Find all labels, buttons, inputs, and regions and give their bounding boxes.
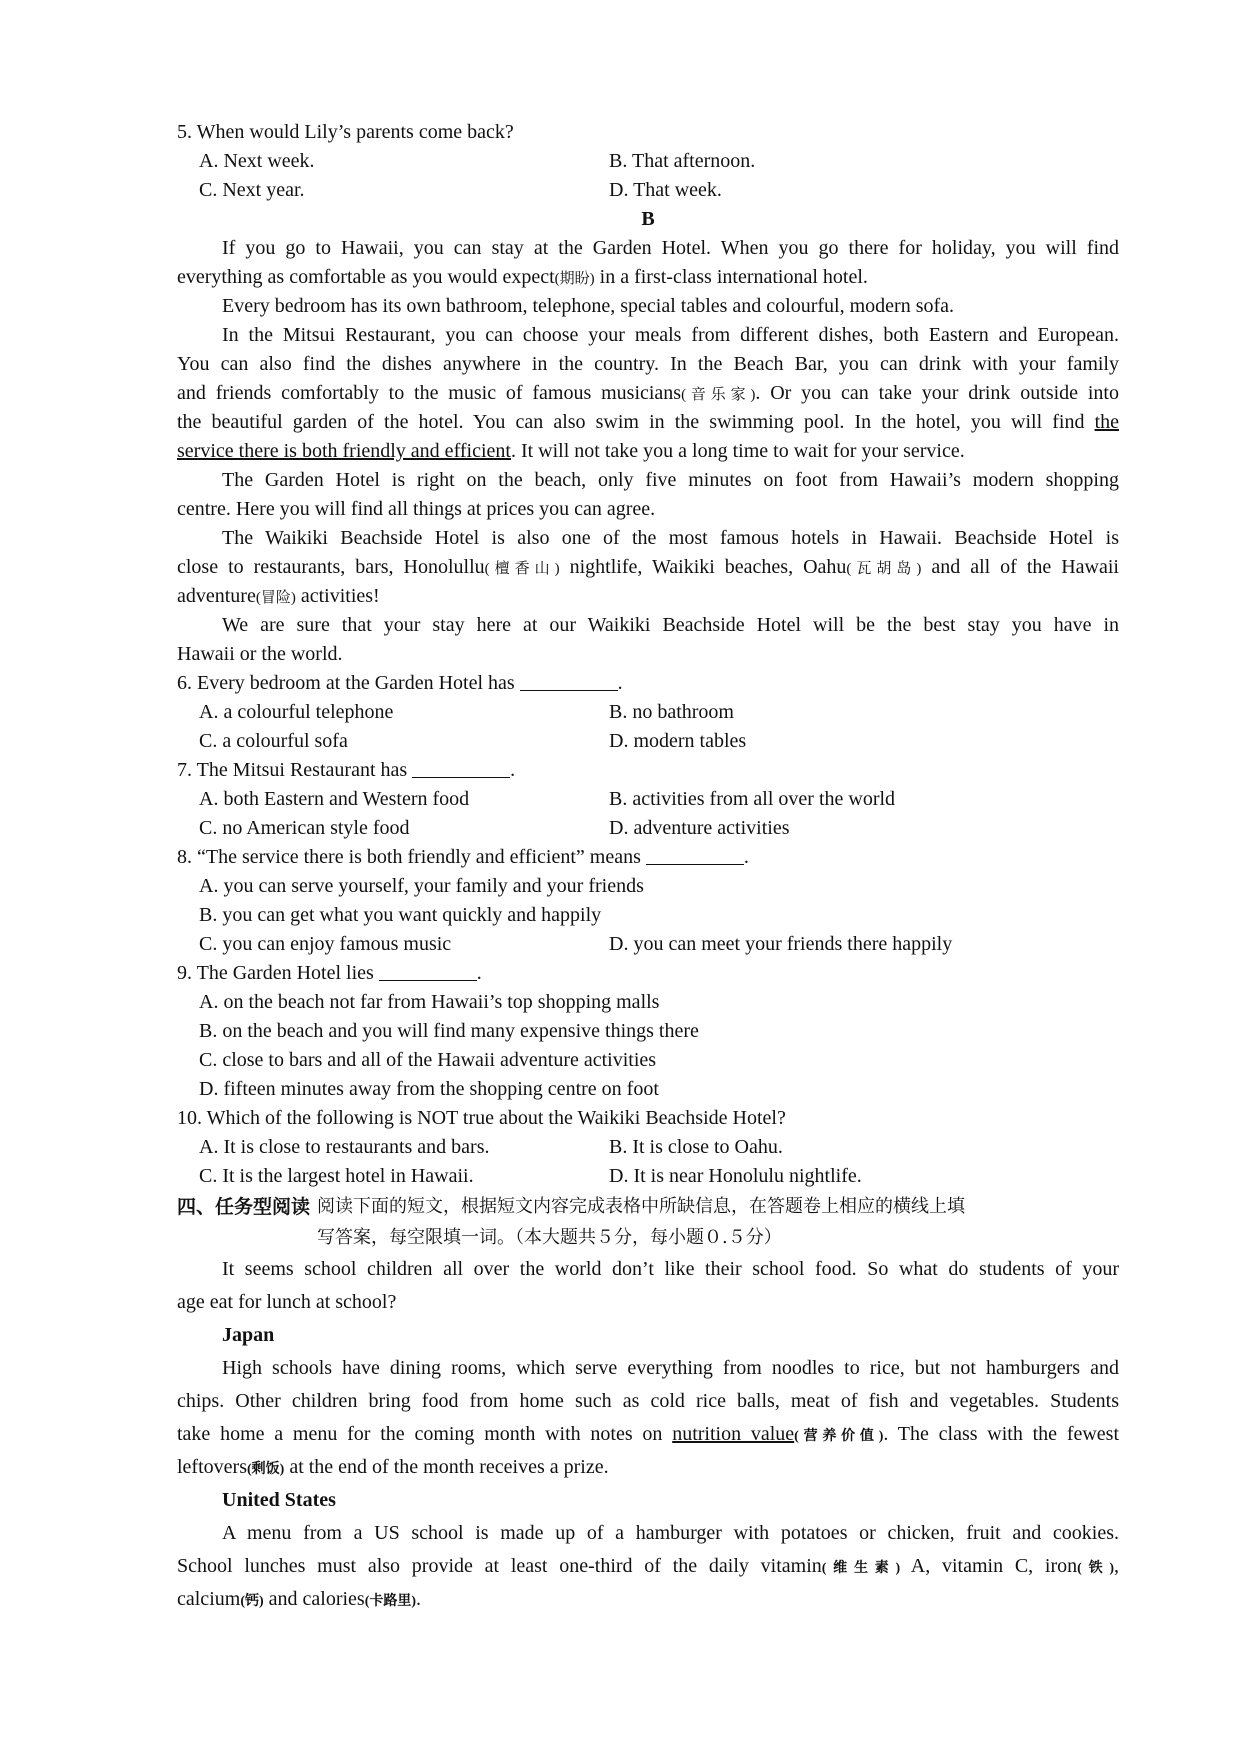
passage-line: leftovers(剩饭) at the end of the month receives a prize. <box>177 1456 609 1478</box>
passage-line: the beautiful garden of the hotel. You can also swim in the swimming pool. In the hotel, you will find the <box>177 411 1119 433</box>
option-b: B. no bathroom <box>609 701 734 723</box>
question-6-options-row1 <box>177 698 1119 727</box>
option-c: C. a colourful sofa <box>199 730 348 752</box>
passage-line: centre. Here you will find all things at prices you can agree. <box>177 498 656 520</box>
option-b: B. That afternoon. <box>609 150 756 172</box>
option-d: D. It is near Honolulu nightlife. <box>609 1165 862 1187</box>
passage-line: age eat for lunch at school? <box>177 1291 397 1313</box>
option-c: C. close to bars and all of the Hawaii adventure activities <box>199 1049 657 1071</box>
passage-line: Every bedroom has its own bathroom, telephone, special tables and colourful, modern sofa. <box>222 295 955 317</box>
section-instructions-row2: 写答案，每空限填一词。（本大题共５分，每小题０.５分） <box>317 1227 782 1248</box>
passage-line: Hawaii or the world. <box>177 643 343 665</box>
option-d: D. adventure activities <box>609 817 790 839</box>
passage-line: chips. Other children bring food from home such as cold rice balls, meat of fish and vegetables. Students <box>177 1390 1119 1412</box>
passage-line: You can also find the dishes anywhere in the country. In the Beach Bar, you can drink with your family <box>177 353 1119 375</box>
question-8-stem: 8. “The service there is both friendly and efficient” means . <box>177 846 749 868</box>
option-b: B. It is close to Oahu. <box>609 1136 783 1158</box>
section-b-title: B <box>641 208 655 230</box>
subheading-united-states: United States <box>222 1489 336 1511</box>
option-d: D. That week. <box>609 179 722 201</box>
passage-line: service there is both friendly and efficient. It will not take you a long time to wait for your service. <box>177 440 965 462</box>
question-5-options-row1 <box>177 147 1119 176</box>
option-c: C. Next year. <box>199 179 305 201</box>
option-b: B. you can get what you want quickly and happily <box>199 904 602 926</box>
subheading-japan: Japan <box>222 1324 275 1346</box>
question-7-options-row2 <box>177 814 1119 843</box>
option-a: A. It is close to restaurants and bars. <box>199 1136 490 1158</box>
answer-blank <box>379 962 477 981</box>
question-6-options-row2 <box>177 727 1119 756</box>
exam-page <box>177 118 1119 1616</box>
passage-line: If you go to Hawaii, you can stay at the Garden Hotel. When you go there for holiday, you will find <box>222 237 1119 259</box>
option-a: A. both Eastern and Western food <box>199 788 470 810</box>
passage-line: The Garden Hotel is right on the beach, only five minutes on foot from Hawaii’s modern shopping <box>222 469 1119 491</box>
answer-blank <box>520 672 618 691</box>
section-heading: 四、任务型阅读 <box>177 1196 311 1218</box>
question-7-options-row1 <box>177 785 1119 814</box>
option-c: C. It is the largest hotel in Hawaii. <box>199 1165 474 1187</box>
section-heading-row <box>177 1191 1119 1223</box>
question-9-stem: 9. The Garden Hotel lies . <box>177 962 482 984</box>
option-a: A. on the beach not far from Hawaii’s top shopping malls <box>199 991 660 1013</box>
passage-line: High schools have dining rooms, which serve everything from noodles to rice, but not hamburgers and <box>222 1357 1119 1379</box>
question-6-stem: 6. Every bedroom at the Garden Hotel has . <box>177 672 623 694</box>
question-7-stem: 7. The Mitsui Restaurant has . <box>177 759 516 781</box>
option-b: B. activities from all over the world <box>609 788 896 810</box>
passage-line: It seems school children all over the world don’t like their school food. So what do students of your <box>222 1258 1119 1280</box>
passage-line: In the Mitsui Restaurant, you can choose your meals from different dishes, both Eastern and European. <box>222 324 1119 346</box>
question-10-stem: 10. Which of the following is NOT true about the Waikiki Beachside Hotel? <box>177 1107 786 1129</box>
option-c: C. no American style food <box>199 817 410 839</box>
passage-line: adventure(冒险) activities! <box>177 585 380 607</box>
question-5-stem: 5. When would Lily’s parents come back? <box>177 121 514 143</box>
section-instructions: 阅读下面的短文，根据短文内容完成表格中所缺信息，在答题卷上相应的横线上填 <box>317 1196 965 1217</box>
question-5-options-row2 <box>177 176 1119 205</box>
option-a: A. Next week. <box>199 150 315 172</box>
passage-line: close to restaurants, bars, Honolullu(檀香山) nightlife, Waikiki beaches, Oahu(瓦胡岛) and all of the Hawaii <box>177 556 1119 578</box>
option-a: A. you can serve yourself, your family and your friends <box>199 875 644 897</box>
option-d: D. fifteen minutes away from the shopping centre on foot <box>199 1078 659 1100</box>
question-10-options-row1 <box>177 1133 1119 1162</box>
passage-line: calcium(钙) and calories(卡路里). <box>177 1588 422 1610</box>
answer-blank <box>646 846 744 865</box>
option-c: C. you can enjoy famous music <box>199 933 452 955</box>
passage-line: and friends comfortably to the music of famous musicians(音乐家). Or you can take your drink outside into <box>177 382 1119 404</box>
passage-line: We are sure that your stay here at our Waikiki Beachside Hotel will be the best stay you have in <box>222 614 1119 636</box>
question-8-options-row3 <box>177 930 1119 959</box>
option-d: D. you can meet your friends there happily <box>609 933 953 955</box>
passage-line: take home a menu for the coming month with notes on nutrition value(营养价值). The class with the fewest <box>177 1423 1119 1445</box>
passage-line: School lunches must also provide at least one-third of the daily vitamin(维生素) A, vitamin C, iron(铁), <box>177 1555 1119 1577</box>
passage-line: everything as comfortable as you would expect(期盼) in a first-class international hotel. <box>177 266 868 288</box>
passage-line: The Waikiki Beachside Hotel is also one of the most famous hotels in Hawaii. Beachside Hotel is <box>222 527 1119 549</box>
option-a: A. a colourful telephone <box>199 701 394 723</box>
passage-line: A menu from a US school is made up of a hamburger with potatoes or chicken, fruit and cookies. <box>222 1522 1119 1544</box>
answer-blank <box>412 759 510 778</box>
question-10-options-row2 <box>177 1162 1119 1191</box>
option-d: D. modern tables <box>609 730 747 752</box>
task-reading-section <box>177 1191 1119 1616</box>
option-b: B. on the beach and you will find many expensive things there <box>199 1020 699 1042</box>
